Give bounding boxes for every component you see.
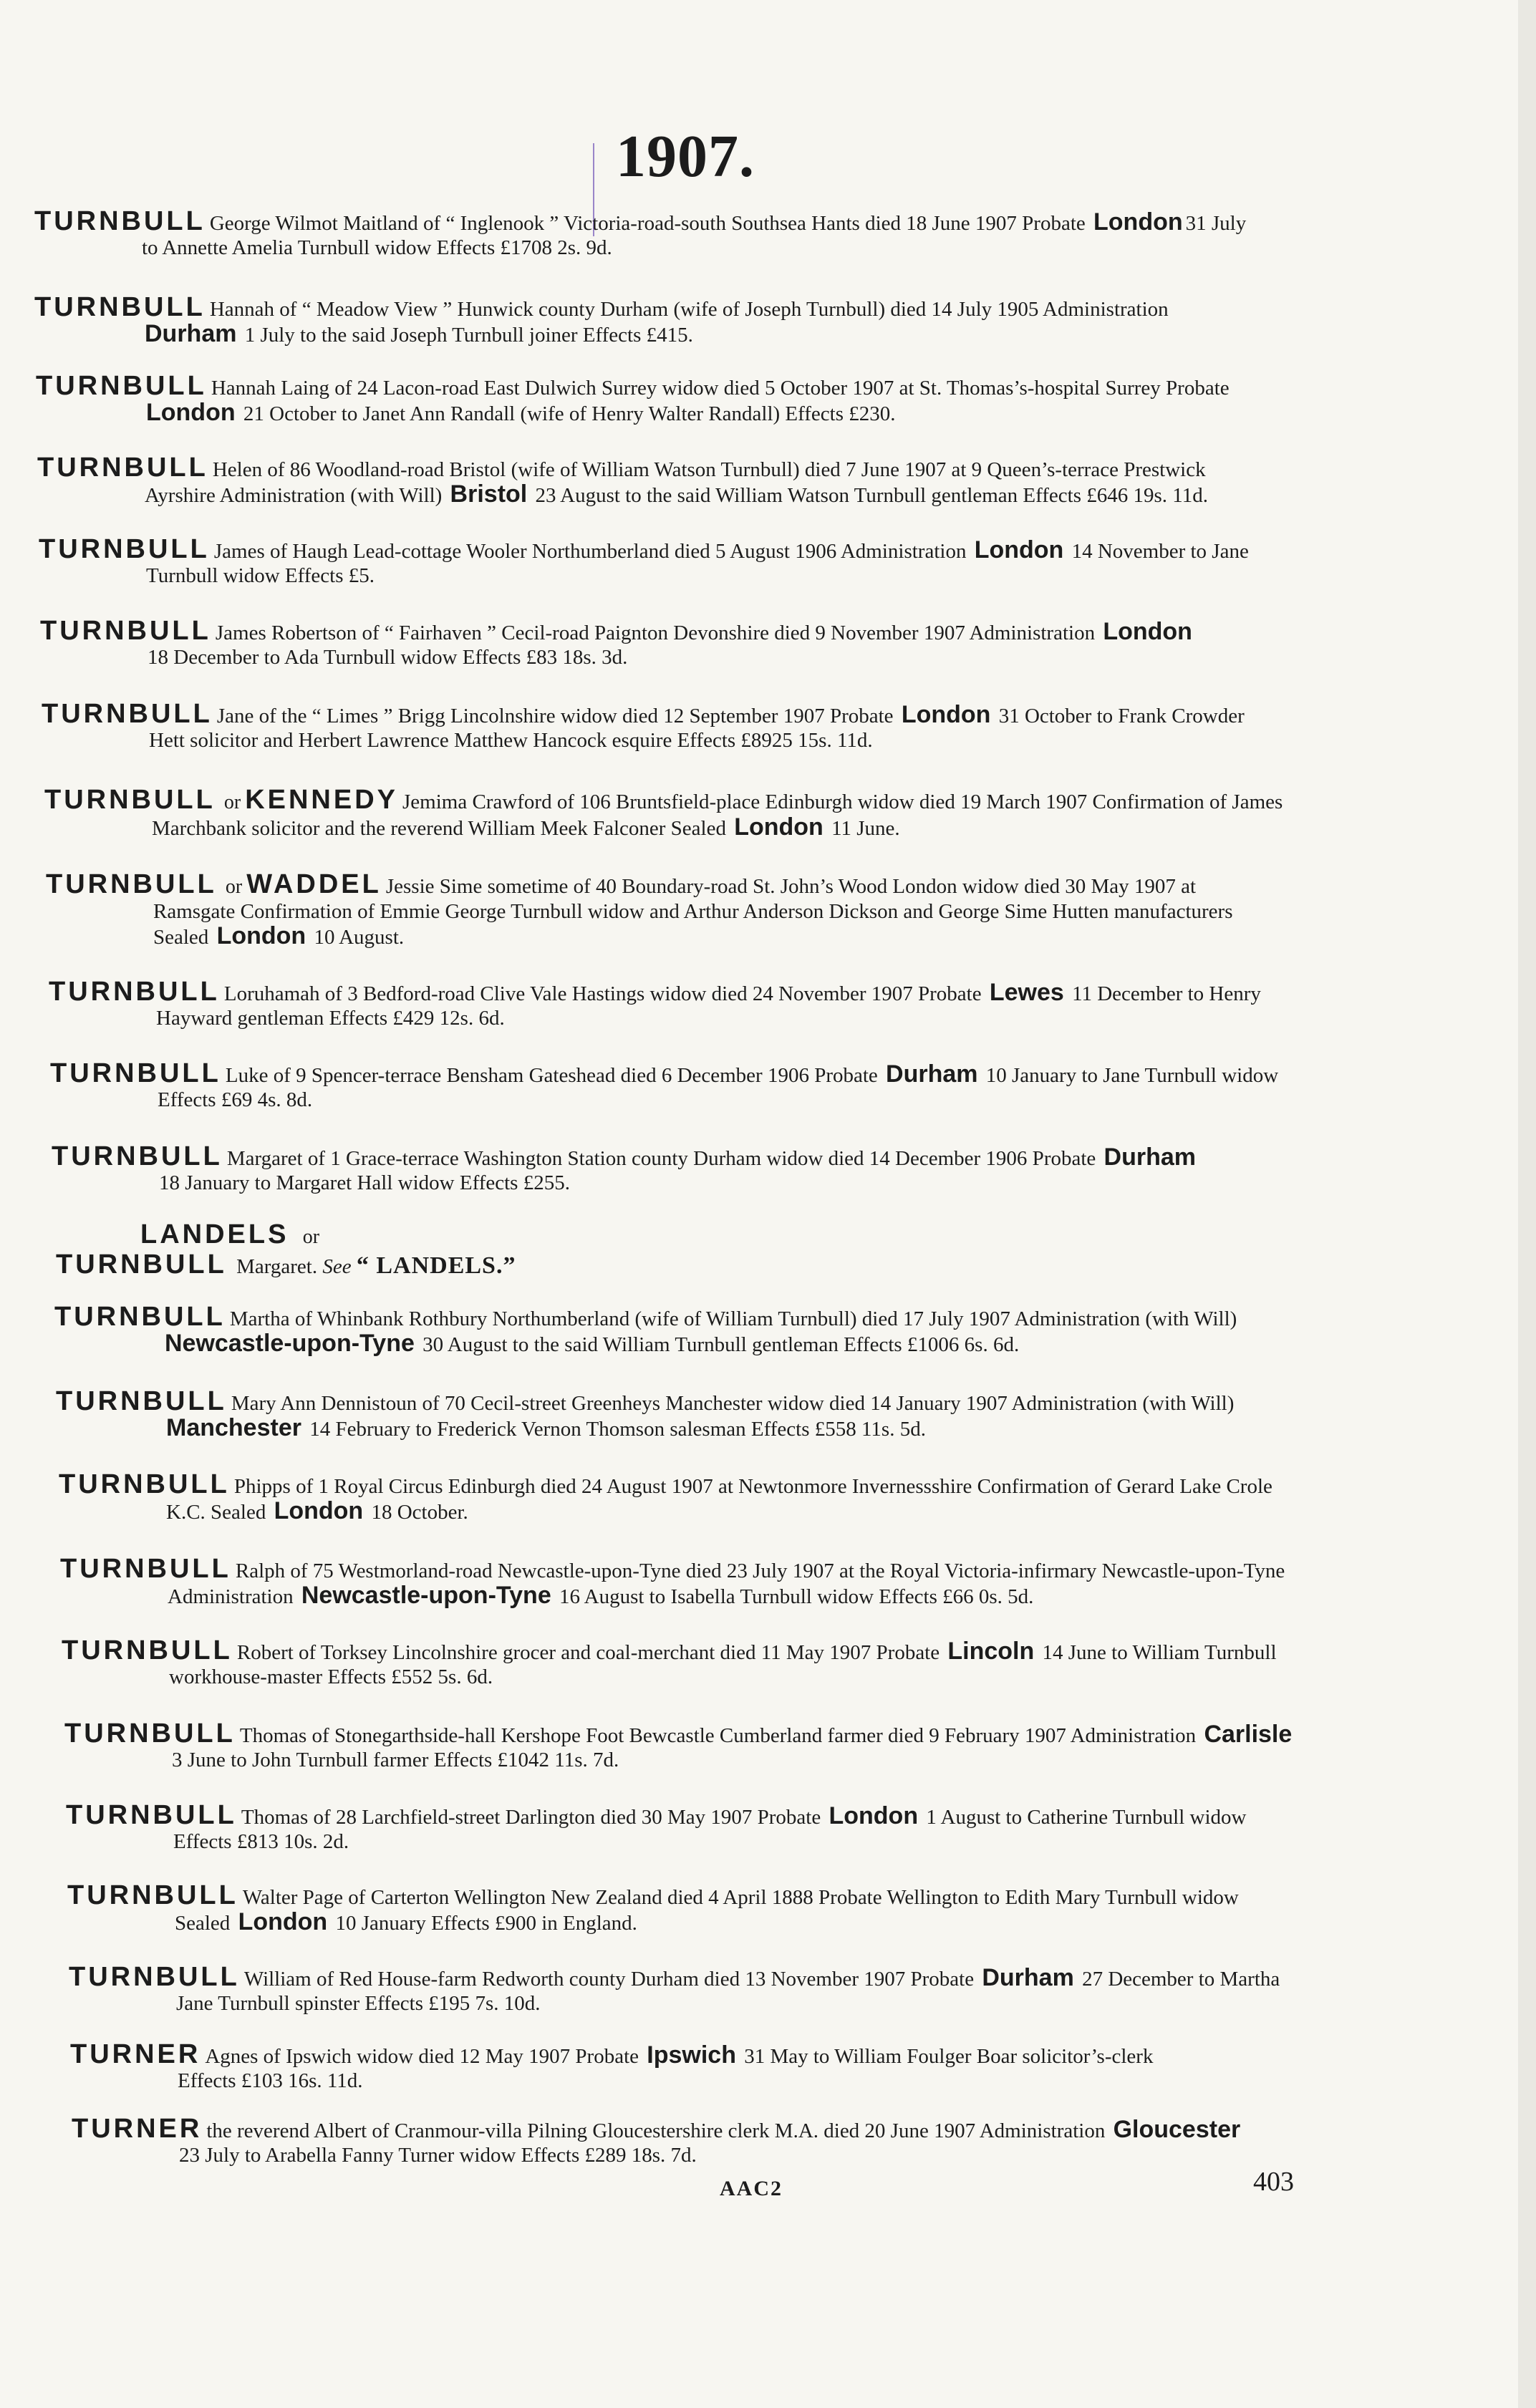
cross-ref-forename: Margaret. bbox=[236, 1255, 318, 1278]
register-entry bbox=[0, 1554, 1392, 1609]
entry-text: Ramsgate Confirmation of Emmie George Turnbull widow and Arthur Anderson Dickson and George Sime Hutten manufacturers bbox=[153, 900, 1233, 923]
entry-registry: Durham bbox=[1103, 1143, 1196, 1171]
entry-surname: TURNBULL bbox=[64, 1718, 236, 1749]
entry-text: 14 November to Jane bbox=[1071, 540, 1249, 563]
entry-registry: London bbox=[901, 701, 991, 728]
entry-surname: TURNER bbox=[70, 2039, 201, 2069]
entry-surname: TURNBULL bbox=[37, 453, 208, 483]
register-entry bbox=[0, 977, 1381, 1030]
register-entry bbox=[0, 1386, 1388, 1441]
entry-text: 14 June to William Turnbull bbox=[1042, 1641, 1277, 1664]
entry-text: 10 August. bbox=[314, 926, 405, 949]
entry-text: Turnbull widow Effects £5. bbox=[146, 564, 375, 587]
entry-text: 14 February to Frederick Vernon Thomson salesman Effects £558 11s. 5d. bbox=[309, 1418, 926, 1441]
register-entry bbox=[0, 1800, 1398, 1854]
entry-alias: WADDEL bbox=[246, 869, 382, 899]
entry-text: K.C. Sealed bbox=[166, 1501, 266, 1524]
entry-text: 16 August to Isabella Turnbull widow Effects £66 0s. 5d. bbox=[559, 1585, 1034, 1608]
register-entry bbox=[0, 534, 1371, 588]
register-entry bbox=[0, 1302, 1386, 1357]
entry-text: the reverend Albert of Cranmour-villa Pilning Gloucestershire clerk M.A. died 20 June 1907 Administration bbox=[206, 2119, 1106, 2142]
register-entry bbox=[0, 371, 1368, 426]
entry-connector: or bbox=[225, 876, 243, 898]
entry-text: 27 December to Martha bbox=[1082, 1968, 1280, 1991]
entry-text: Administration bbox=[168, 1585, 294, 1608]
entry-registry: London bbox=[274, 1497, 364, 1524]
entry-registry: Lincoln bbox=[947, 1638, 1035, 1665]
register-entry bbox=[0, 616, 1372, 669]
entry-registry: London bbox=[829, 1802, 919, 1829]
entry-text: Helen of 86 Woodland-road Bristol (wife of William Watson Turnbull) died 7 June 1907 at 9 Queen’s-terrace Prestwick bbox=[212, 458, 1206, 481]
entry-surname: TURNBULL bbox=[54, 1302, 226, 1332]
entry-text: Agnes of Ipswich widow died 12 May 1907 Probate bbox=[205, 2045, 639, 2068]
entry-text: Phipps of 1 Royal Circus Edinburgh died 24 August 1907 at Newtonmore Invernessshire Confirmation of Gerard Lake Crole bbox=[233, 1475, 1272, 1498]
entry-text: Marchbank solicitor and the reverend William Meek Falconer Sealed bbox=[152, 817, 726, 840]
register-entry bbox=[0, 785, 1376, 841]
entry-registry: London bbox=[1103, 618, 1192, 645]
entry-text: 11 December to Henry bbox=[1072, 982, 1261, 1005]
entry-registry: Durham bbox=[886, 1060, 978, 1088]
entry-registry: Durham bbox=[982, 1964, 1074, 1991]
entry-text: James of Haugh Lead-cottage Wooler Northumberland died 5 August 1906 Administration bbox=[213, 540, 967, 563]
page-edge bbox=[1518, 0, 1536, 2408]
entry-text: Jemima Crawford of 106 Bruntsfield-place Edinburgh widow died 19 March 1907 Confirmation of James bbox=[402, 790, 1283, 813]
entry-text: workhouse-master Effects £552 5s. 6d. bbox=[169, 1665, 493, 1688]
entry-surname: TURNBULL bbox=[50, 1058, 221, 1088]
entry-surname: TURNBULL bbox=[42, 699, 213, 729]
entry-surname: TURNBULL bbox=[67, 1880, 238, 1910]
register-entry bbox=[0, 699, 1373, 753]
entry-surname: TURNBULL bbox=[49, 977, 220, 1007]
entry-alias: KENNEDY bbox=[245, 785, 398, 815]
entry-surname: TURNBULL bbox=[39, 534, 210, 564]
entry-surname: TURNBULL bbox=[52, 1141, 223, 1171]
printer-signature: AAC2 bbox=[720, 2177, 783, 2200]
entry-text: 18 January to Margaret Hall widow Effects £255. bbox=[159, 1171, 570, 1194]
register-entry bbox=[0, 206, 1366, 260]
entry-text: 10 January to Jane Turnbull widow bbox=[985, 1064, 1279, 1087]
entry-text: Margaret of 1 Grace-terrace Washington Station county Durham widow died 14 December 1906 Probate bbox=[226, 1147, 1096, 1170]
register-entry bbox=[0, 869, 1378, 949]
entry-surname: TURNBULL bbox=[34, 206, 206, 236]
entry-connector: or bbox=[223, 791, 241, 813]
entry-text: 31 July bbox=[1185, 212, 1247, 235]
entry-text: to Annette Amelia Turnbull widow Effects £1708 2s. 9d. bbox=[142, 236, 612, 259]
entry-surname: TURNBULL bbox=[34, 292, 206, 322]
entry-registry: London bbox=[734, 813, 823, 841]
entry-text: 11 June. bbox=[831, 817, 900, 840]
register-entry bbox=[0, 2039, 1402, 2093]
entry-text: Hannah Laing of 24 Lacon-road East Dulwich Surrey widow died 5 October 1907 at St. Thomas’s-hospital Surrey Probate bbox=[211, 377, 1230, 400]
cross-ref-see: See bbox=[322, 1255, 352, 1278]
page-number: 403 bbox=[1253, 2167, 1294, 2197]
entry-text: 10 January Effects £900 in England. bbox=[335, 1912, 637, 1935]
entry-text: Sealed bbox=[153, 926, 209, 949]
register-entry bbox=[0, 1880, 1399, 1935]
entry-text: Thomas of Stonegarthside-hall Kershope Foot Bewcastle Cumberland farmer died 9 February 1907 Administration bbox=[239, 1724, 1197, 1747]
entry-surname: TURNBULL bbox=[66, 1800, 237, 1830]
entry-surname: TURNBULL bbox=[59, 1469, 230, 1499]
entry-text: Effects £69 4s. 8d. bbox=[158, 1088, 313, 1111]
entry-text: 23 July to Arabella Fanny Turner widow Effects £289 18s. 7d. bbox=[179, 2144, 697, 2167]
entry-registry: Newcastle-upon-Tyne bbox=[301, 1582, 551, 1609]
entry-text: Effects £103 16s. 11d. bbox=[178, 2069, 363, 2092]
entry-registry: London bbox=[238, 1908, 328, 1935]
entry-text: William of Red House-farm Redworth county Durham died 13 November 1907 Probate bbox=[243, 1968, 975, 1991]
entry-text: Walter Page of Carterton Wellington New Zealand died 4 April 1888 Probate Wellington to Edith Mary Turnbull widow bbox=[242, 1886, 1239, 1909]
entry-text: Effects £813 10s. 2d. bbox=[173, 1830, 349, 1853]
register-entry bbox=[0, 455, 1369, 508]
entry-registry: Bristol bbox=[450, 480, 528, 508]
entry-surname: TURNBULL bbox=[46, 869, 217, 899]
cross-ref-alias: LANDELS bbox=[140, 1219, 289, 1249]
register-entry bbox=[0, 1962, 1401, 2016]
entry-text: George Wilmot Maitland of “ Inglenook ” Victoria-road-south Southsea Hants died 18 June 1907 Probate bbox=[209, 212, 1086, 235]
entry-text: Martha of Whinbank Rothbury Northumberland (wife of William Turnbull) died 17 July 1907 Administration (with Will) bbox=[229, 1307, 1237, 1330]
register-entry bbox=[0, 1469, 1391, 1524]
entry-text: Robert of Torksey Lincolnshire grocer and coal-merchant died 11 May 1907 Probate bbox=[236, 1641, 940, 1664]
entry-text: Hannah of “ Meadow View ” Hunwick county Durham (wife of Joseph Turnbull) died 14 July 1905 Administration bbox=[209, 298, 1169, 321]
entry-text: Sealed bbox=[175, 1912, 231, 1935]
entry-text: Mary Ann Dennistoun of 70 Cecil-street Greenheys Manchester widow died 14 January 1907 Administration (with Will) bbox=[231, 1392, 1235, 1415]
entry-registry: London bbox=[216, 922, 306, 949]
entry-surname: TURNBULL bbox=[69, 1962, 240, 1992]
entry-registry: Ipswich bbox=[647, 2041, 736, 2069]
entry-text: 23 August to the said William Watson Turnbull gentleman Effects £646 19s. 11d. bbox=[535, 484, 1208, 507]
entry-text: 1 August to Catherine Turnbull widow bbox=[926, 1806, 1247, 1829]
entry-text: Luke of 9 Spencer-terrace Bensham Gateshead died 6 December 1906 Probate bbox=[225, 1064, 878, 1087]
cross-reference bbox=[56, 1221, 516, 1280]
register-entry bbox=[0, 1635, 1393, 1689]
entry-text: 31 October to Frank Crowder bbox=[998, 705, 1245, 727]
entry-text: 30 August to the said William Turnbull gentleman Effects £1006 6s. 6d. bbox=[422, 1333, 1020, 1356]
entry-surname: TURNBULL bbox=[40, 616, 211, 646]
entry-text: 18 October. bbox=[371, 1501, 468, 1524]
entry-registry: Lewes bbox=[989, 979, 1064, 1006]
register-entry bbox=[0, 292, 1366, 347]
register-entry bbox=[0, 1058, 1382, 1112]
page-title: 1907. bbox=[616, 123, 755, 190]
register-entry bbox=[0, 2114, 1404, 2167]
entry-text: Ralph of 75 Westmorland-road Newcastle-upon-Tyne died 23 July 1907 at the Royal Victoria-infirmary Newcastle-upon-Tyne bbox=[235, 1560, 1285, 1582]
entry-surname: TURNER bbox=[72, 2114, 203, 2144]
entry-registry: London bbox=[1093, 208, 1183, 236]
entry-registry: London bbox=[974, 536, 1064, 564]
entry-surname: TURNBULL bbox=[44, 785, 216, 815]
entry-text: Jessie Sime sometime of 40 Boundary-road St. John’s Wood London widow died 30 May 1907 at bbox=[385, 875, 1197, 898]
entry-text: 31 May to William Foulger Boar solicitor’s-clerk bbox=[744, 2045, 1154, 2068]
entry-surname: TURNBULL bbox=[56, 1386, 227, 1416]
entry-text: Jane of the “ Limes ” Brigg Lincolnshire widow died 12 September 1907 Probate bbox=[216, 705, 894, 727]
entry-text: 1 July to the said Joseph Turnbull joiner Effects £415. bbox=[244, 324, 693, 347]
cross-ref-surname: TURNBULL bbox=[56, 1249, 227, 1280]
entry-surname: TURNBULL bbox=[36, 371, 207, 401]
entry-registry: London bbox=[146, 399, 236, 426]
register-entry bbox=[0, 1718, 1396, 1772]
entry-text: Jane Turnbull spinster Effects £195 7s. 10d. bbox=[176, 1992, 541, 2015]
entry-registry: Newcastle-upon-Tyne bbox=[165, 1330, 415, 1357]
entry-text: James Robertson of “ Fairhaven ” Cecil-road Paignton Devonshire died 9 November 1907 Administration bbox=[215, 622, 1096, 644]
entry-surname: TURNBULL bbox=[60, 1554, 231, 1584]
entry-text: Hayward gentleman Effects £429 12s. 6d. bbox=[156, 1007, 505, 1030]
entry-registry: Manchester bbox=[166, 1414, 301, 1441]
entry-surname: TURNBULL bbox=[62, 1635, 233, 1665]
cross-ref-connector: or bbox=[302, 1226, 320, 1248]
entry-text: Ayrshire Administration (with Will) bbox=[145, 484, 443, 507]
entry-text: 3 June to John Turnbull farmer Effects £1042 11s. 7d. bbox=[172, 1749, 619, 1771]
entry-registry: Durham bbox=[145, 320, 237, 347]
entry-registry: Carlisle bbox=[1204, 1721, 1293, 1748]
entry-text: Hett solicitor and Herbert Lawrence Matthew Hancock esquire Effects £8925 15s. 11d. bbox=[149, 729, 873, 752]
entry-registry: Gloucester bbox=[1113, 2116, 1241, 2143]
entry-text: 18 December to Ada Turnbull widow Effects £83 18s. 3d. bbox=[148, 646, 628, 669]
cross-ref-target: “ LANDELS.” bbox=[356, 1252, 516, 1279]
register-entry bbox=[0, 1141, 1383, 1195]
entry-text: 21 October to Janet Ann Randall (wife of Henry Walter Randall) Effects £230. bbox=[243, 402, 896, 425]
entry-text: Thomas of 28 Larchfield-street Darlington died 30 May 1907 Probate bbox=[241, 1806, 821, 1829]
entry-text: Loruhamah of 3 Bedford-road Clive Vale Hastings widow died 24 November 1907 Probate bbox=[223, 982, 982, 1005]
